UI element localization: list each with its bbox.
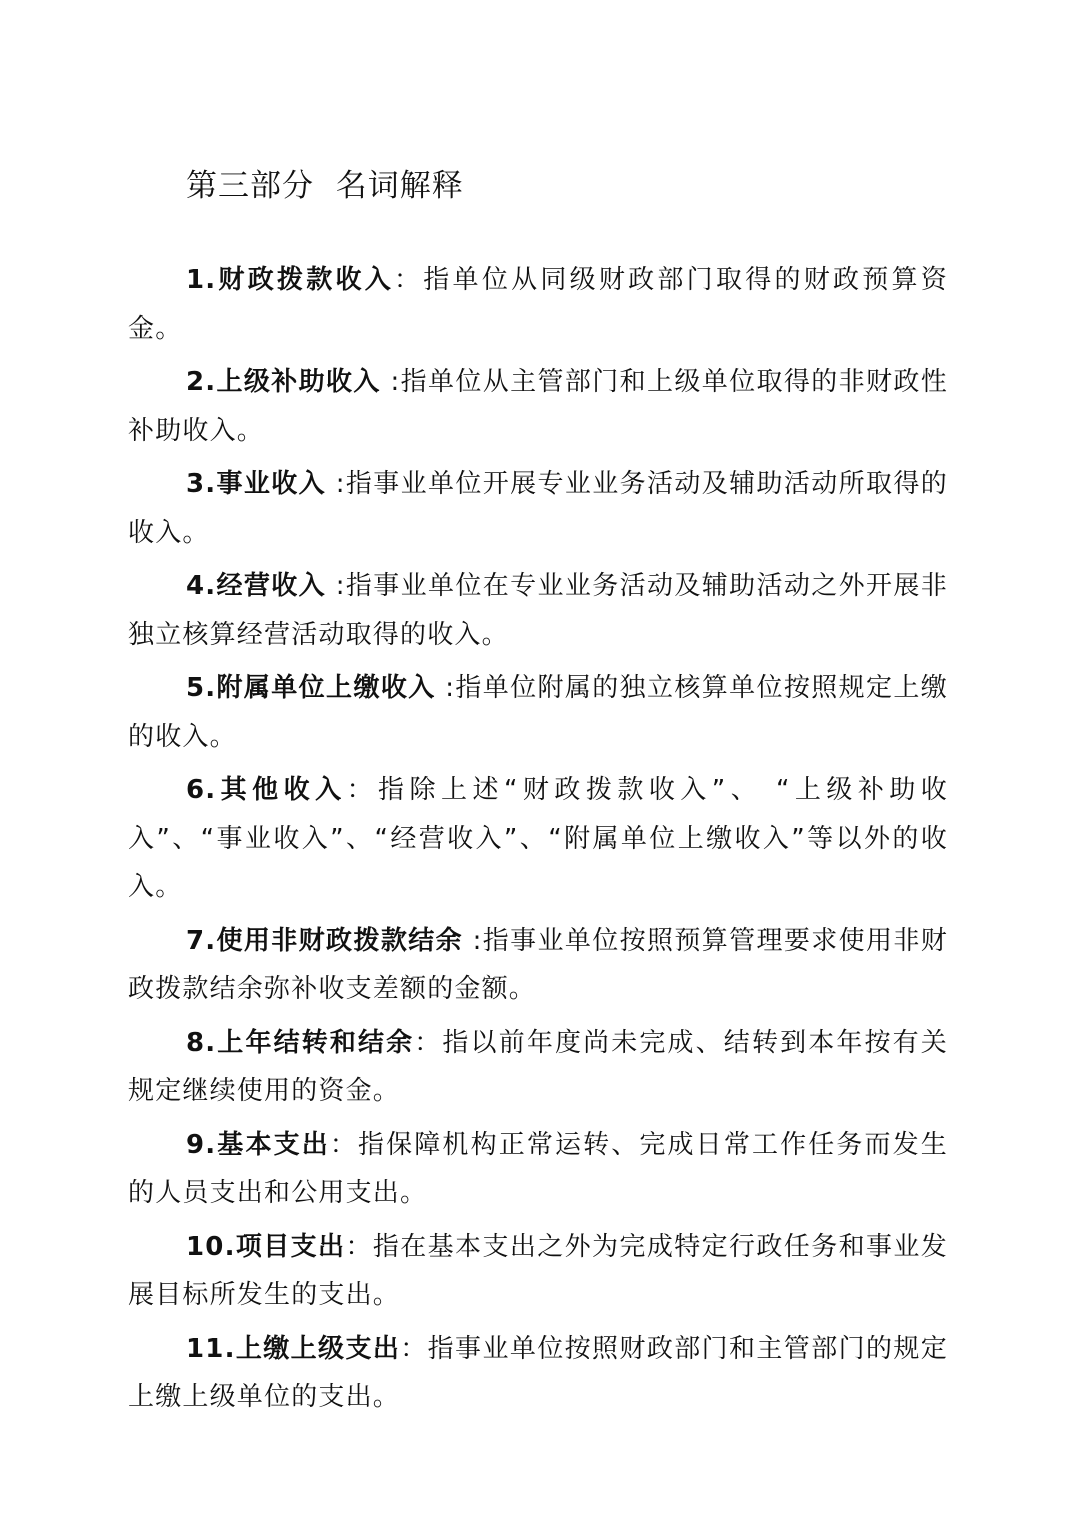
definition-list (128, 256, 948, 1427)
definition-item (128, 562, 948, 659)
definition-term: 9.基本支出 (186, 1129, 330, 1160)
definition-term: 3.事业收入 (186, 469, 327, 499)
definition-item (128, 1019, 948, 1116)
definition-term: 8.上年结转和结余 (186, 1027, 415, 1058)
definition-text: ：指在基本支出之外为完成特定行政任务和事业发展目标所发生的支出。 (128, 1231, 948, 1310)
definition-term: 11.上缴上级支出 (186, 1333, 401, 1364)
definition-text: :指单位附属的独立核算单位按照规定上缴的收入。 (128, 673, 948, 752)
definition-term: 5.附属单位上缴收入 (186, 673, 436, 703)
definition-item (128, 1223, 948, 1320)
definition-text: :指单位从主管部门和上级单位取得的非财政性补助收入。 (128, 367, 948, 446)
definition-item (128, 917, 948, 1014)
definition-item (128, 766, 948, 912)
definition-item (128, 1325, 948, 1422)
definition-text: ：指事业单位按照财政部门和主管部门的规定上缴上级单位的支出。 (128, 1333, 948, 1412)
definition-text: ：指保障机构正常运转、完成日常工作任务而发生的人员支出和公用支出。 (128, 1129, 949, 1208)
definition-text: ：指除上述“财政拨款收入”、 “上级补助收入”、“事业收入”、“经营收入”、“附属单位上缴收入”等以外的收入。 (128, 775, 948, 902)
definition-text: :指事业单位按照预算管理要求使用非财政拨款结余弥补收支差额的金额。 (128, 925, 949, 1004)
definition-term: 6.其他收入 (186, 775, 347, 805)
definition-term: 1.财政拨款收入 (186, 265, 395, 295)
page-title: 第三部分 名词解释 (186, 168, 464, 204)
definition-term: 7.使用非财政拨款结余 (186, 925, 463, 956)
definition-term: 10.项目支出 (186, 1231, 346, 1262)
definition-text: :指事业单位在专业业务活动及辅助活动之外开展非独立核算经营活动取得的收入。 (128, 571, 948, 650)
definition-term: 2.上级补助收入 (186, 367, 381, 397)
definition-item (128, 664, 948, 761)
definition-item (128, 460, 948, 557)
definition-text: :指事业单位开展专业业务活动及辅助活动所取得的收入。 (128, 469, 948, 548)
definition-text: ：指单位从同级财政部门取得的财政预算资金。 (128, 265, 948, 344)
definition-text: ：指以前年度尚未完成、结转到本年按有关规定继续使用的资金。 (128, 1027, 948, 1106)
definition-term: 4.经营收入 (186, 571, 327, 601)
definition-item (128, 358, 948, 455)
definition-item (128, 1121, 948, 1218)
definition-item (128, 256, 948, 353)
